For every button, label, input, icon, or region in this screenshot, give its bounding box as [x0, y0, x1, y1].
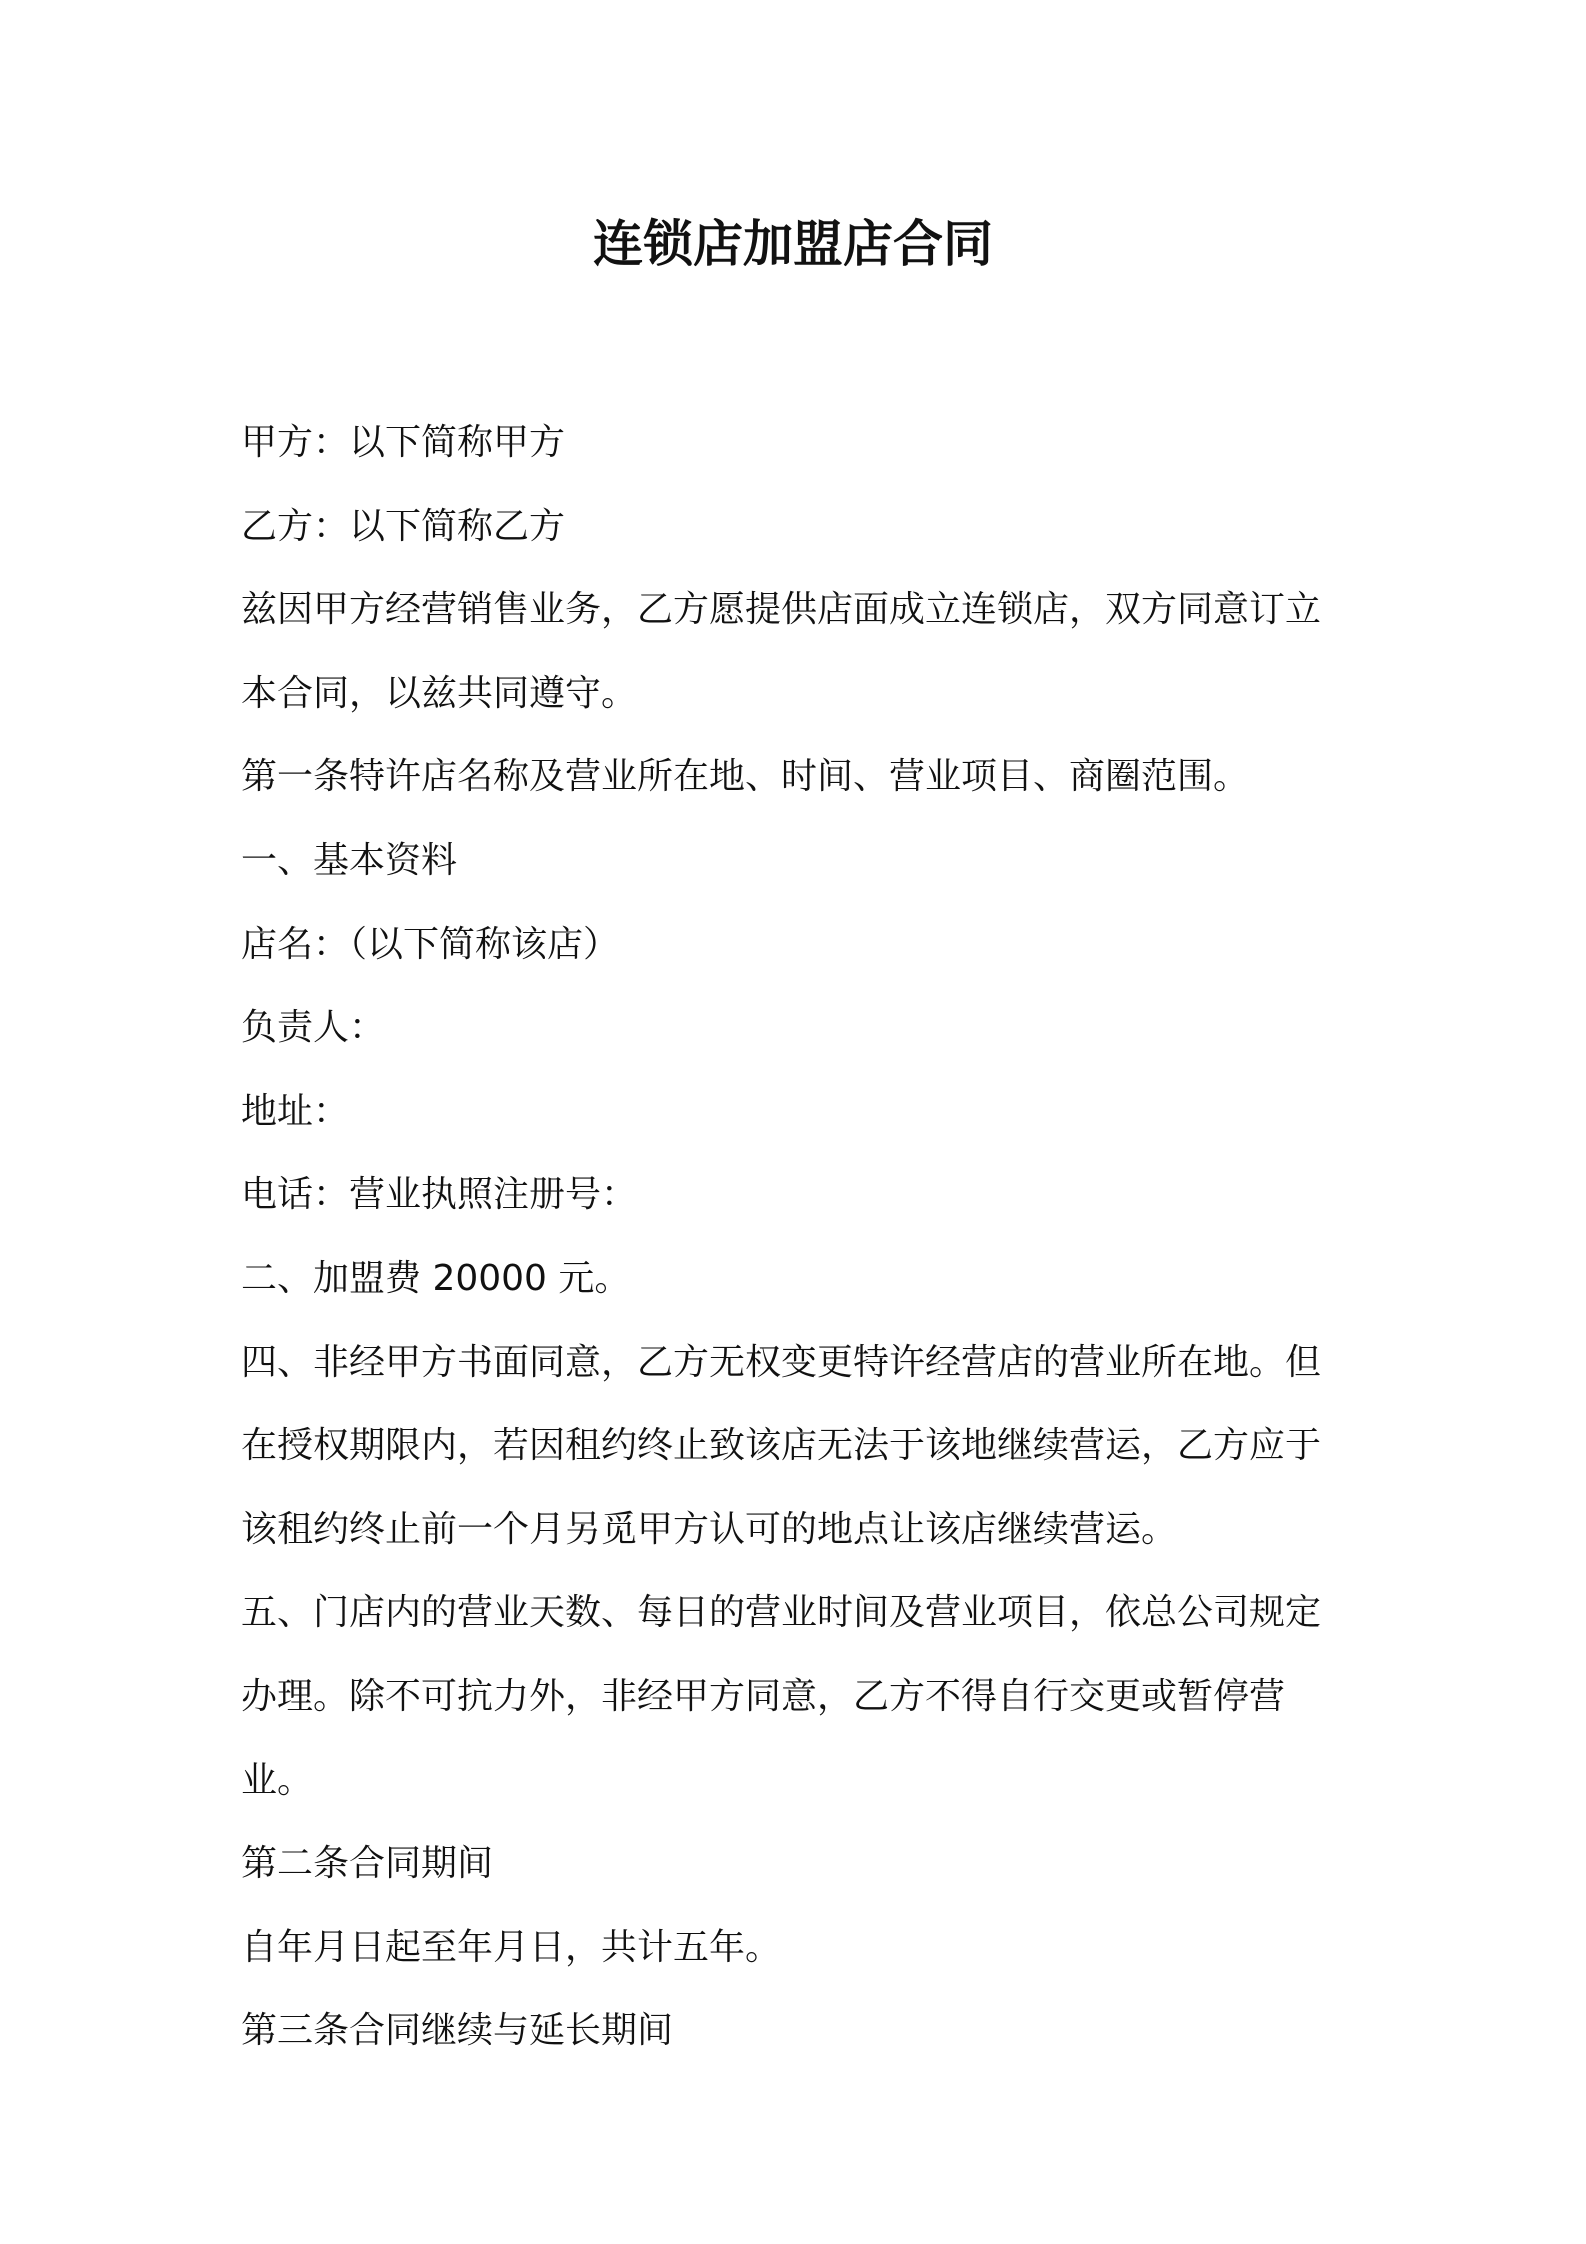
article-1-heading: 第一条特许店名称及营业所在地、时间、营业项目、商圈范围。 — [241, 756, 1250, 798]
article-3-heading: 第三条合同继续与延长期间 — [241, 2010, 674, 2052]
party-b-line: 乙方：以下简称乙方 — [241, 505, 566, 547]
franchise-fee-line: 二、加盟费 20000 元。 — [241, 1257, 631, 1299]
article-2-heading: 第二条合同期间 — [241, 1843, 494, 1885]
address-field: 地址： — [241, 1090, 350, 1132]
contract-term-line: 自年月日起至年月日，共计五年。 — [241, 1926, 782, 1968]
preamble-paragraph: 兹因甲方经营销售业务，乙方愿提供店面成立连锁店，双方同意订立本合同，以兹共同遵守。 — [241, 589, 1322, 714]
party-a-line: 甲方：以下简称甲方 — [241, 422, 566, 463]
clause-5-paragraph: 五、门店内的营业天数、每日的营业时间及营业项目，依总公司规定办理。除不可抗力外，非经甲方同意，乙方不得自行交更或暂停营业。 — [241, 1592, 1322, 1801]
responsible-person-field: 负责人： — [241, 1007, 386, 1049]
document-title: 连锁店加盟店合同 — [593, 215, 993, 273]
phone-license-field: 电话：营业执照注册号： — [241, 1174, 638, 1216]
section-basic-info-heading: 一、基本资料 — [241, 839, 458, 881]
store-name-field: 店名：（以下简称该店） — [241, 923, 620, 965]
clause-4-paragraph: 四、非经甲方书面同意，乙方无权变更特许经营店的营业所在地。但在授权期限内，若因租约终止致该店无法于该地继续营运，乙方应于该租约终止前一个月另觅甲方认可的地点让该店继续营运。 — [241, 1341, 1322, 1550]
document-body — [241, 401, 1355, 2073]
